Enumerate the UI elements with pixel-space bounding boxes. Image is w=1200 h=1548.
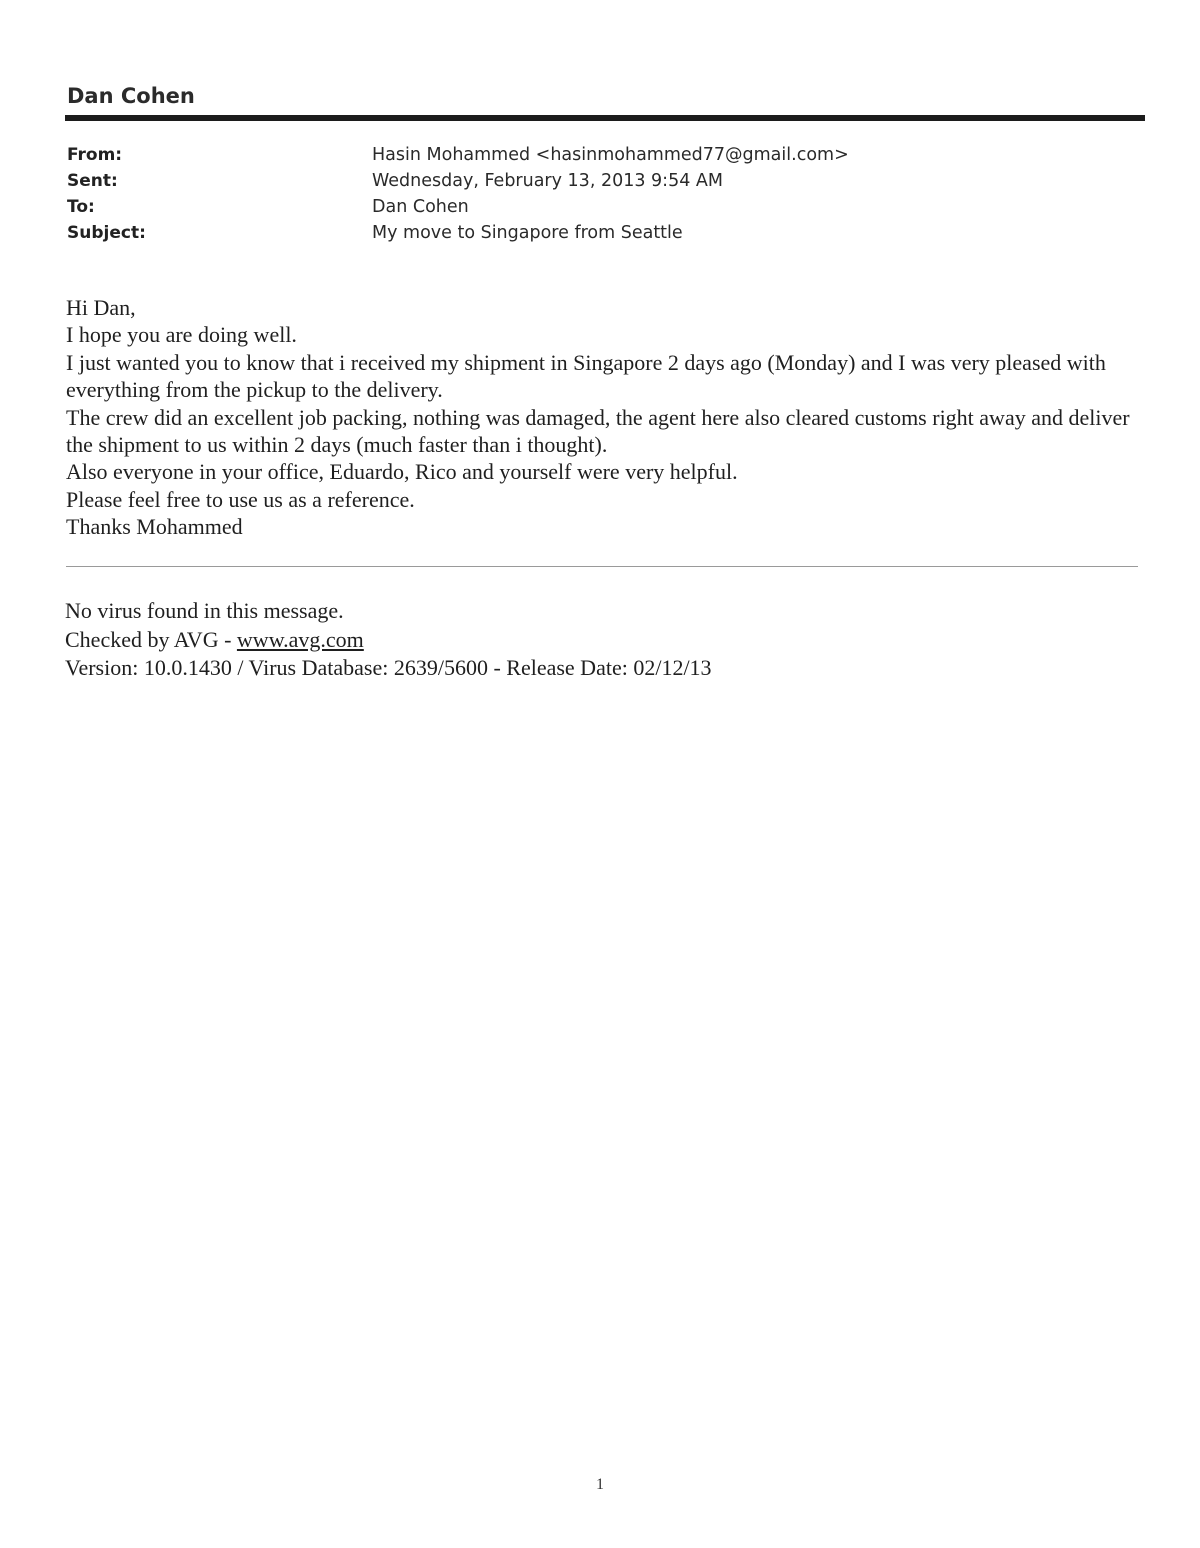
body-greeting: Hi Dan, <box>66 295 136 320</box>
title-rule <box>65 115 1145 121</box>
email-header <box>67 142 1117 246</box>
subject-label: Subject: <box>67 223 146 243</box>
to-label: To: <box>67 197 95 217</box>
body-signoff: Thanks Mohammed <box>66 514 243 540</box>
subject-value: My move to Singapore from Seattle <box>372 223 683 243</box>
body-paragraph: The crew did an excellent job packing, nothing was damaged, the agent here also cleared customs right away and deliver the shipment to us within 2 days (much faster than i thought). <box>66 404 1130 458</box>
header-row-sent <box>67 168 1117 194</box>
email-body <box>66 294 1136 541</box>
header-row-subject <box>67 220 1117 246</box>
version-line: Version: 10.0.1430 / Virus Database: 2639/5600 - Release Date: 02/12/13 <box>65 655 712 680</box>
header-row-to <box>67 194 1117 220</box>
page-number: 1 <box>596 1476 604 1493</box>
checked-by-prefix: Checked by AVG - <box>65 626 237 652</box>
body-paragraph: Also everyone in your office, Eduardo, Rico and yourself were very helpful. <box>66 459 738 485</box>
from-label: From: <box>67 145 123 165</box>
sent-value: Wednesday, February 13, 2013 9:54 AM <box>372 171 723 191</box>
body-paragraph: I just wanted you to know that i received my shipment in Singapore 2 days ago (Monday) and I was very pleased with everything from the pickup to the delivery. <box>66 349 1106 403</box>
sent-label: Sent: <box>67 171 118 191</box>
checked-by-line <box>65 626 1135 655</box>
to-value: Dan Cohen <box>372 197 469 217</box>
from-value: Hasin Mohammed <hasinmohammed77@gmail.com> <box>372 145 849 165</box>
body-paragraph: I hope you are doing well. <box>66 322 297 348</box>
avg-link[interactable]: www.avg.com <box>236 626 364 652</box>
virus-scan-footer <box>65 597 1135 683</box>
header-row-from <box>67 142 1117 168</box>
body-paragraph: Please feel free to use us as a reference. <box>66 486 415 512</box>
footer-divider <box>66 566 1138 567</box>
page-title: Dan Cohen <box>67 84 195 108</box>
virus-status: No virus found in this message. <box>65 598 344 623</box>
